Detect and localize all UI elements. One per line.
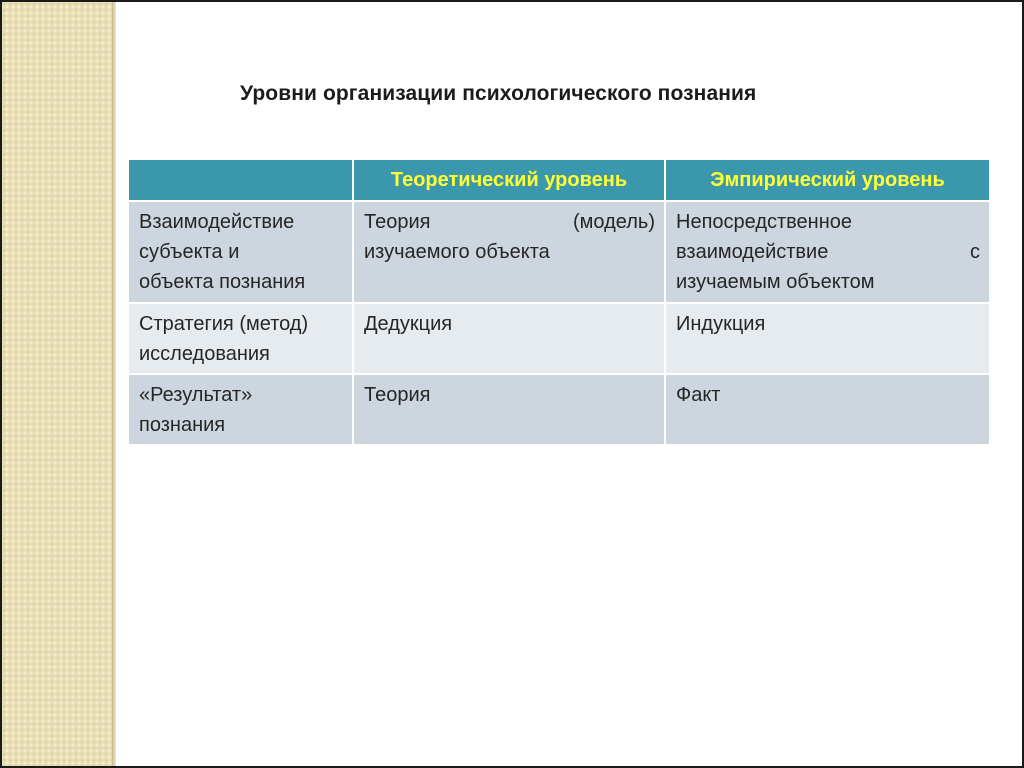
criterion-line: познания [139, 414, 226, 436]
header-empty-cell [128, 159, 353, 201]
table-row [128, 201, 990, 303]
criterion-cell [128, 303, 353, 374]
table-row [128, 374, 990, 445]
slide-title: Уровни организации психологического познания [240, 82, 757, 105]
criterion-line: Стратегия (метод) [139, 313, 309, 335]
empirical-cell: Факт [665, 374, 990, 445]
empirical-line [676, 237, 980, 267]
theoretical-cell: Теория [353, 374, 665, 445]
empirical-word: взаимодействие [676, 241, 829, 263]
theoretical-word: Теория [364, 211, 431, 233]
criterion-line: исследования [139, 343, 270, 365]
criterion-cell [128, 374, 353, 445]
table-header-row [128, 159, 990, 201]
header-theoretical-level: Теоретический уровень [353, 159, 665, 201]
empirical-cell [665, 201, 990, 303]
table-row [128, 303, 990, 374]
header-empirical-level: Эмпирический уровень [665, 159, 990, 201]
theoretical-word: (модель) [573, 211, 655, 233]
theoretical-line [364, 207, 655, 237]
criterion-line: субъекта и [139, 241, 240, 263]
side-band-edge [112, 2, 116, 766]
criterion-cell [128, 201, 353, 303]
criterion-line: «Результат» [139, 384, 253, 406]
empirical-line: Непосредственное [676, 211, 853, 233]
levels-table [127, 158, 991, 446]
theoretical-cell: Дедукция [353, 303, 665, 374]
empirical-line: изучаемым объектом [676, 271, 875, 293]
theoretical-line: изучаемого объекта [364, 241, 550, 263]
empirical-cell: Индукция [665, 303, 990, 374]
empirical-word: с [970, 241, 980, 263]
criterion-line: Взаимодействие [139, 211, 295, 233]
criterion-line: объекта познания [139, 271, 306, 293]
decorative-side-band [2, 2, 112, 766]
theoretical-cell [353, 201, 665, 303]
